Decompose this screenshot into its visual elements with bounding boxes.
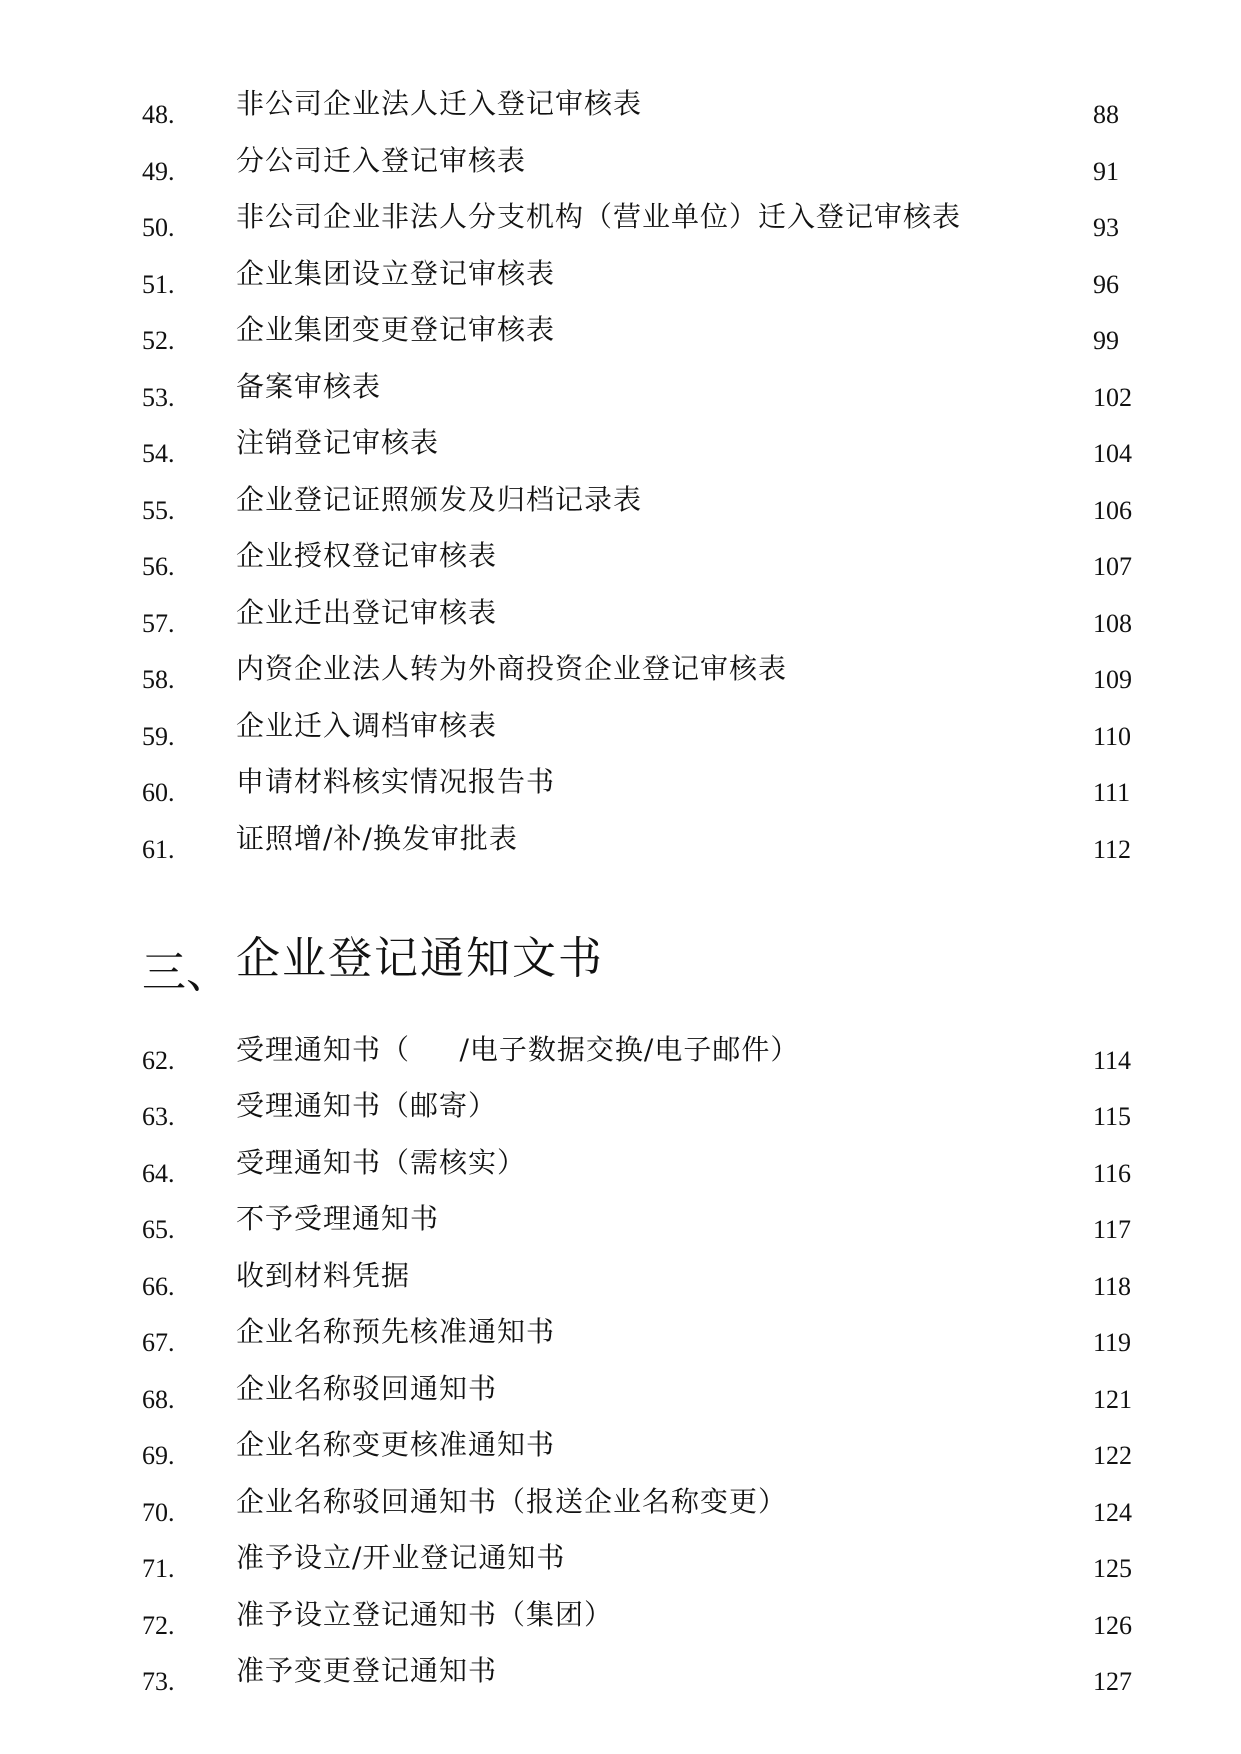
entry-number: 50. — [142, 213, 175, 242]
entry-number: 52. — [142, 326, 175, 355]
entry-number: 56. — [142, 552, 175, 581]
entry-title: 受理通知书（需核实） — [236, 1146, 527, 1179]
entry-title: 企业集团变更登记审核表 — [236, 313, 556, 346]
entry-number: 64. — [142, 1159, 175, 1188]
entry-number: 55. — [142, 496, 175, 525]
entry-number: 62. — [142, 1046, 175, 1075]
entry-title: 企业名称驳回通知书（报送企业名称变更） — [236, 1485, 788, 1518]
entry-page-number: 88 — [1093, 100, 1119, 129]
section-title: 企业登记通知文书 — [236, 933, 604, 984]
toc-entry[interactable] — [0, 1599, 1241, 1649]
toc-entry[interactable] — [0, 258, 1241, 308]
entry-page-number: 119 — [1093, 1328, 1132, 1357]
entry-number: 49. — [142, 157, 175, 186]
entry-title: 受理通知书（ /电子数据交换/电子邮件） — [236, 1033, 800, 1066]
entry-number: 68. — [142, 1385, 175, 1414]
entry-title: 申请材料核实情况报告书 — [236, 765, 556, 798]
entry-title: 企业名称驳回通知书 — [236, 1372, 498, 1405]
entry-page-number: 116 — [1093, 1159, 1132, 1188]
toc-entry[interactable] — [0, 1203, 1241, 1253]
entry-title: 非公司企业非法人分支机构（营业单位）迁入登记审核表 — [236, 200, 962, 233]
toc-entry[interactable] — [0, 1260, 1241, 1310]
entry-title: 准予设立登记通知书（集团） — [236, 1598, 614, 1631]
entry-title: 企业名称变更核准通知书 — [236, 1428, 556, 1461]
entry-page-number: 122 — [1093, 1441, 1132, 1470]
toc-entry[interactable] — [0, 1429, 1241, 1479]
toc-entry[interactable] — [0, 1373, 1241, 1423]
entry-page-number: 106 — [1093, 496, 1132, 525]
toc-entry[interactable] — [0, 1147, 1241, 1197]
entry-page-number: 115 — [1093, 1102, 1132, 1131]
entry-page-number: 111 — [1093, 778, 1131, 807]
entry-page-number: 107 — [1093, 552, 1132, 581]
entry-number: 69. — [142, 1441, 175, 1470]
toc-entry[interactable] — [0, 427, 1241, 477]
toc-entry[interactable] — [0, 1542, 1241, 1592]
toc-entry[interactable] — [0, 540, 1241, 590]
entry-title: 企业授权登记审核表 — [236, 539, 498, 572]
section-heading — [142, 934, 1042, 1004]
toc-entry[interactable] — [0, 145, 1241, 195]
toc-entry[interactable] — [0, 88, 1241, 138]
entry-page-number: 110 — [1093, 722, 1132, 751]
toc-entry[interactable] — [0, 201, 1241, 251]
entry-title: 企业集团设立登记审核表 — [236, 257, 556, 290]
entry-page-number: 124 — [1093, 1498, 1132, 1527]
entry-page-number: 96 — [1093, 270, 1119, 299]
entry-number: 70. — [142, 1498, 175, 1527]
entry-number: 51. — [142, 270, 175, 299]
entry-title: 备案审核表 — [236, 370, 382, 403]
entry-page-number: 125 — [1093, 1554, 1132, 1583]
entry-number: 60. — [142, 778, 175, 807]
toc-entry[interactable] — [0, 1034, 1241, 1084]
entry-title: 分公司迁入登记审核表 — [236, 144, 527, 177]
toc-entry[interactable] — [0, 597, 1241, 647]
entry-page-number: 118 — [1093, 1272, 1132, 1301]
entry-page-number: 99 — [1093, 326, 1119, 355]
toc-entry[interactable] — [0, 710, 1241, 760]
entry-number: 53. — [142, 383, 175, 412]
section-number: 三、 — [142, 947, 230, 998]
entry-number: 57. — [142, 609, 175, 638]
toc-entry[interactable] — [0, 823, 1241, 873]
entry-title: 企业迁出登记审核表 — [236, 596, 498, 629]
entry-title: 非公司企业法人迁入登记审核表 — [236, 87, 643, 120]
entry-number: 48. — [142, 100, 175, 129]
entry-number: 59. — [142, 722, 175, 751]
entry-number: 66. — [142, 1272, 175, 1301]
entry-page-number: 114 — [1093, 1046, 1132, 1075]
entry-title: 受理通知书（邮寄） — [236, 1089, 498, 1122]
toc-entry[interactable] — [0, 1486, 1241, 1536]
entry-page-number: 102 — [1093, 383, 1132, 412]
entry-title: 准予变更登记通知书 — [236, 1654, 498, 1687]
entry-title: 企业名称预先核准通知书 — [236, 1315, 556, 1348]
entry-number: 63. — [142, 1102, 175, 1131]
toc-entry[interactable] — [0, 1316, 1241, 1366]
entry-title: 内资企业法人转为外商投资企业登记审核表 — [236, 652, 788, 685]
entry-number: 73. — [142, 1667, 175, 1696]
entry-number: 65. — [142, 1215, 175, 1244]
entry-number: 54. — [142, 439, 175, 468]
entry-number: 67. — [142, 1328, 175, 1357]
entry-title: 收到材料凭据 — [236, 1259, 411, 1292]
toc-entry[interactable] — [0, 314, 1241, 364]
entry-title: 证照增/补/换发审批表 — [236, 822, 518, 855]
entry-title: 企业登记证照颁发及归档记录表 — [236, 483, 643, 516]
entry-page-number: 126 — [1093, 1611, 1132, 1640]
entry-title: 企业迁入调档审核表 — [236, 709, 498, 742]
entry-title: 不予受理通知书 — [236, 1202, 440, 1235]
entry-page-number: 93 — [1093, 213, 1119, 242]
entry-page-number: 121 — [1093, 1385, 1132, 1414]
toc-entry[interactable] — [0, 1090, 1241, 1140]
entry-number: 58. — [142, 665, 175, 694]
entry-title: 准予设立/开业登记通知书 — [236, 1541, 566, 1574]
toc-entry[interactable] — [0, 371, 1241, 421]
entry-page-number: 109 — [1093, 665, 1132, 694]
entry-number: 71. — [142, 1554, 175, 1583]
entry-page-number: 117 — [1093, 1215, 1132, 1244]
entry-number: 61. — [142, 835, 175, 864]
entry-page-number: 112 — [1093, 835, 1132, 864]
toc-entry[interactable] — [0, 653, 1241, 703]
entry-page-number: 108 — [1093, 609, 1132, 638]
toc-entry[interactable] — [0, 484, 1241, 534]
entry-page-number: 127 — [1093, 1667, 1132, 1696]
toc-entry[interactable] — [0, 1655, 1241, 1705]
toc-entry[interactable] — [0, 766, 1241, 816]
entry-page-number: 104 — [1093, 439, 1132, 468]
entry-page-number: 91 — [1093, 157, 1119, 186]
entry-number: 72. — [142, 1611, 175, 1640]
entry-title: 注销登记审核表 — [236, 426, 440, 459]
